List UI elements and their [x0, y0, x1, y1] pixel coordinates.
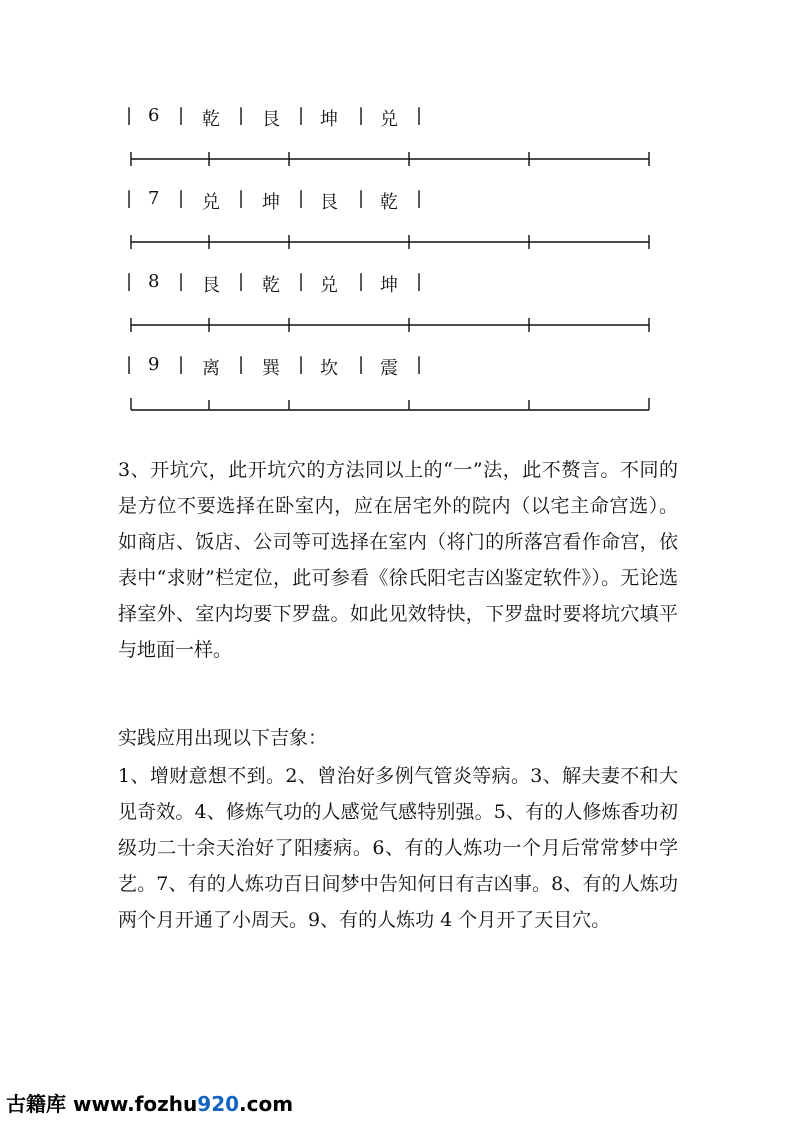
cell-bar: | — [416, 105, 423, 126]
cell-bar: | — [298, 188, 305, 209]
cell-bar: | — [416, 188, 423, 209]
cell-bar: | — [178, 271, 185, 292]
cell-bar: | — [238, 105, 245, 126]
table-cell: 乾 — [262, 275, 280, 296]
table-cell: 艮 — [320, 192, 338, 213]
site-url-prefix[interactable]: www.fozhu — [72, 1092, 198, 1116]
cell-bar: | — [358, 271, 365, 292]
table-cell: 兑 — [320, 275, 338, 296]
table-cell: 兑 — [380, 109, 398, 130]
cell-bar: | — [178, 188, 185, 209]
cell-bar: | — [416, 354, 423, 375]
cell-bar: | — [178, 105, 185, 126]
table-bottom-border — [130, 398, 650, 412]
table-separator — [130, 235, 650, 249]
table-cell: 乾 — [202, 109, 220, 130]
table-cell: 坤 — [262, 192, 280, 213]
table-cell: 坤 — [320, 109, 338, 130]
table-cell: 艮 — [262, 109, 280, 130]
cell-bar: | — [238, 271, 245, 292]
table-cell: 离 — [202, 358, 220, 379]
table-cell: 兑 — [202, 192, 220, 213]
site-url-suffix[interactable]: .com — [239, 1092, 294, 1116]
row-number: 9 — [148, 354, 160, 375]
paragraph-method: 3、开坑穴，此开坑穴的方法同以上的“一”法，此不赘言。不同的是方位不要选择在卧室内，应在居宅外的院内（以宅主命宫选）。如商店、饭店、公司等可选择在室内（将门的所落宫看作命宫，依表中“求财”栏定位，此可参看《徐氏阳宅吉凶鉴定软件》）。无论选择室外、室内均要下罗盘。如此见效特快，下罗盘时要将坑穴填平与地面一样。 — [118, 459, 678, 661]
row-number: 7 — [148, 188, 160, 209]
paragraph-heading: 实践应用出现以下吉象： — [118, 727, 328, 749]
site-name: 古籍库 — [6, 1092, 73, 1116]
site-footer — [6, 1088, 293, 1117]
table-cell: 坤 — [380, 275, 398, 296]
cell-bar: | — [126, 188, 133, 209]
table-separator — [130, 152, 650, 166]
cell-bar: | — [178, 354, 185, 375]
paragraph-results: 1、增财意想不到。2、曾治好多例气管炎等病。3、解夫妻不和大见奇效。4、修炼气功的人感觉气感特别强。5、有的人修炼香功初级功二十余天治好了阳痿病。6、有的人炼功一个月后常常梦中学艺。7、有的人炼功百日间梦中告知何日有吉凶事。8、有的人炼功两个月开通了小周天。9、有的人炼功 4 个月开了天目穴。 — [118, 765, 678, 931]
table-cell: 乾 — [380, 192, 398, 213]
cell-bar: | — [358, 354, 365, 375]
table-cell: 坎 — [320, 358, 338, 379]
cell-bar: | — [298, 271, 305, 292]
cell-bar: | — [358, 188, 365, 209]
cell-bar: | — [126, 271, 133, 292]
cell-bar: | — [126, 354, 133, 375]
cell-bar: | — [238, 188, 245, 209]
cell-bar: | — [238, 354, 245, 375]
cell-bar: | — [358, 105, 365, 126]
table-cell: 巽 — [262, 358, 280, 379]
table-cell: 艮 — [202, 275, 220, 296]
cell-bar: | — [416, 271, 423, 292]
cell-bar: | — [298, 354, 305, 375]
row-number: 8 — [148, 271, 160, 292]
cell-bar: | — [126, 105, 133, 126]
row-number: 6 — [148, 105, 160, 126]
table-separator — [130, 318, 650, 332]
site-url-number[interactable]: 920 — [197, 1092, 240, 1116]
table-cell: 震 — [380, 358, 398, 379]
cell-bar: | — [298, 105, 305, 126]
